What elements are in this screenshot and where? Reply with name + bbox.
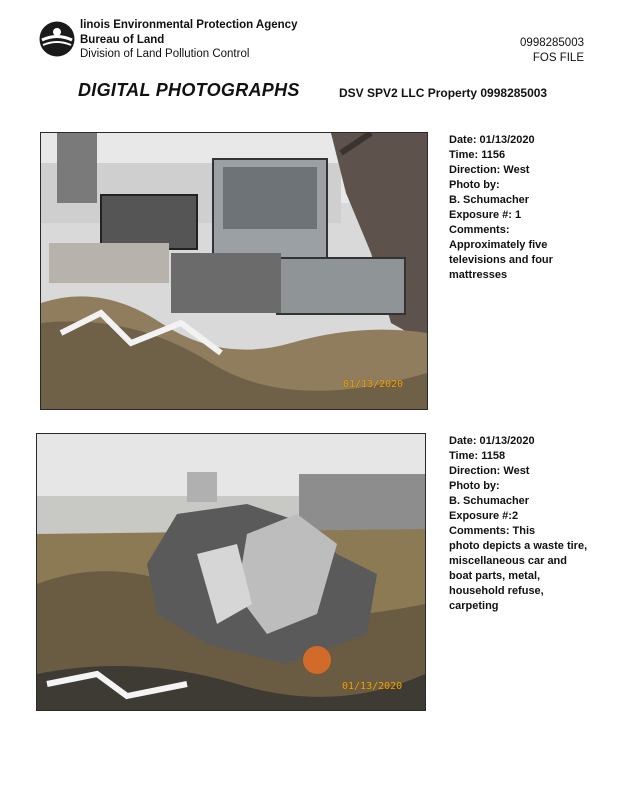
bureau-name: Bureau of Land bbox=[80, 33, 165, 46]
photo-2-caption bbox=[449, 434, 589, 614]
file-type: FOS FILE bbox=[532, 52, 584, 64]
photo-2-timestamp: 01/13/2020 bbox=[342, 681, 403, 692]
agency-header bbox=[80, 18, 297, 62]
photo-2 bbox=[36, 433, 426, 711]
photo-1-caption bbox=[449, 133, 589, 283]
photo-2-exposure: Exposure #:2 bbox=[449, 510, 519, 522]
photo-2-comments: photo depicts a waste tire, miscellaneous car and boat parts, metal, household refuse, carpeting bbox=[449, 540, 588, 612]
photo-2-photo-by-label: Photo by: bbox=[449, 480, 500, 492]
photo-1-direction: Direction: West bbox=[449, 164, 530, 176]
photo-2-time: Time: 1158 bbox=[449, 450, 506, 462]
agency-logo bbox=[38, 20, 76, 58]
photo-1-timestamp: 01/13/2020 bbox=[343, 379, 404, 390]
photo-1-photo-by-label: Photo by: bbox=[449, 179, 500, 191]
photo-1 bbox=[40, 132, 428, 410]
page-title: DIGITAL PHOTOGRAPHS bbox=[78, 80, 300, 100]
photo-1-photographer: B. Schumacher bbox=[449, 194, 530, 206]
file-reference bbox=[520, 36, 584, 66]
photo-2-direction: Direction: West bbox=[449, 465, 530, 477]
site-id: 0998285003 bbox=[520, 37, 584, 49]
agency-name: linois Environmental Protection Agency bbox=[80, 19, 298, 31]
photo-1-comments-label: Comments: bbox=[449, 224, 510, 236]
photo-2-photographer: B. Schumacher bbox=[449, 495, 530, 507]
property-name: DSV SPV2 LLC Property 0998285003 bbox=[339, 86, 548, 100]
photo-1-date: Date: 01/13/2020 bbox=[449, 134, 535, 146]
photo-1-exposure: Exposure #: 1 bbox=[449, 209, 522, 221]
division-name: Division of Land Pollution Control bbox=[80, 48, 250, 60]
photo-2-comments-label: Comments: This bbox=[449, 525, 536, 537]
photo-1-time: Time: 1156 bbox=[449, 149, 506, 161]
photo-1-comments: Approximately five televisions and four mattresses bbox=[449, 239, 553, 281]
photo-2-date: Date: 01/13/2020 bbox=[449, 435, 535, 447]
iepa-seal-icon bbox=[38, 20, 76, 58]
